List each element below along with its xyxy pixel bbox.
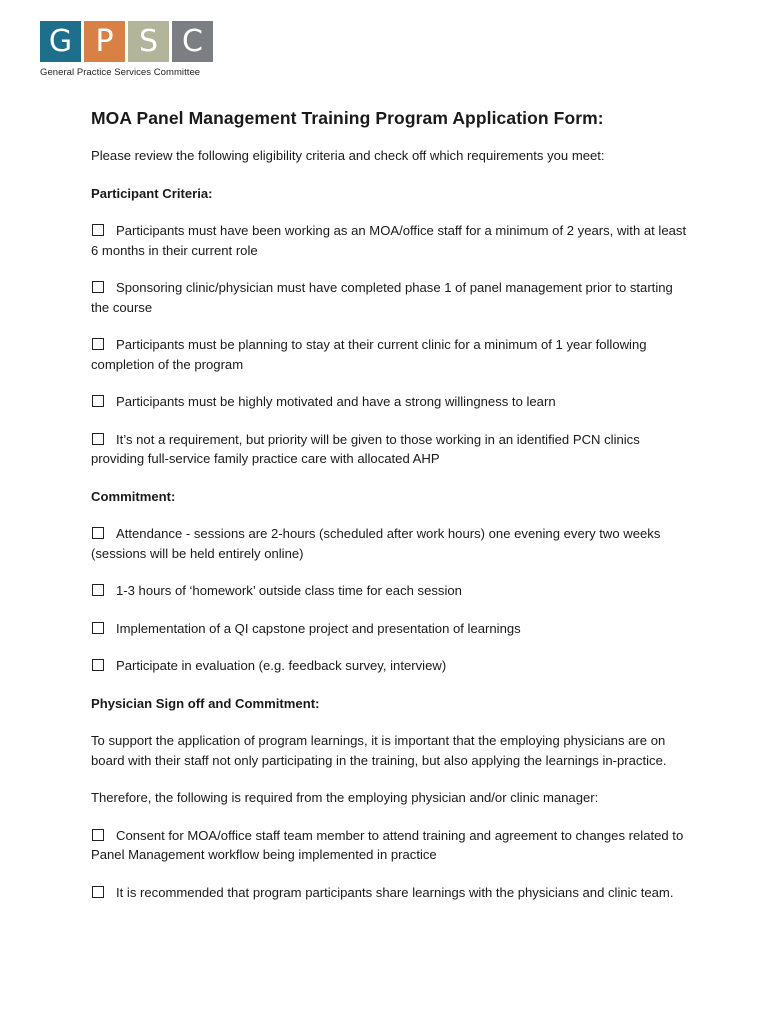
- checkbox[interactable]: [92, 622, 104, 634]
- checkbox[interactable]: [92, 829, 104, 841]
- logo-tile-s: S: [128, 21, 169, 62]
- checkbox[interactable]: [92, 224, 104, 236]
- physician-paragraph-2: Therefore, the following is required from the employing physician and/or clinic manager:: [91, 790, 599, 805]
- checkbox[interactable]: [92, 395, 104, 407]
- logo-tile-p: P: [84, 21, 125, 62]
- logo-tile-c: C: [172, 21, 213, 62]
- physician-paragraph: To support the application of program learnings, it is important that the employing physicians are on board with their staff not only participating in the training, but also applying the learnings in-practice.: [91, 733, 667, 768]
- criteria-text: Participants must have been working as an MOA/office staff for a minimum of 2 years, with at least 6 months in their current role: [91, 223, 687, 258]
- intro-text: Please review the following eligibility criteria and check off which requirements you meet:: [91, 148, 605, 163]
- logo-caption: General Practice Services Committee: [40, 67, 201, 78]
- criteria-text: Participants must be highly motivated and have a strong willingness to learn: [116, 394, 556, 409]
- commitment-item: [91, 619, 691, 639]
- physician-item: [91, 826, 691, 865]
- criteria-text: Sponsoring clinic/physician must have completed phase 1 of panel management prior to starting the course: [91, 280, 673, 315]
- commitment-heading: Commitment:: [91, 488, 176, 504]
- page-title: MOA Panel Management Training Program Application Form:: [91, 108, 604, 128]
- commitment-text: Implementation of a QI capstone project and presentation of learnings: [116, 620, 521, 636]
- commitment-item: [91, 581, 691, 601]
- form-content: [91, 108, 691, 920]
- criteria-item: [91, 392, 691, 412]
- checkbox[interactable]: [92, 584, 104, 596]
- logo-tiles: [40, 21, 215, 62]
- checkbox[interactable]: [92, 886, 104, 898]
- commitment-item: [91, 524, 691, 563]
- commitment-text: Attendance - sessions are 2-hours (scheduled after work hours) one evening every two weeks (sessions will be held entirely online): [91, 526, 661, 561]
- commitment-item: [91, 656, 691, 676]
- physician-item: [91, 883, 691, 903]
- participant-criteria-heading: Participant Criteria:: [91, 185, 213, 201]
- checkbox[interactable]: [92, 659, 104, 671]
- physician-text: It is recommended that program participants share learnings with the physicians and clinic team.: [116, 884, 674, 900]
- criteria-item: [91, 278, 691, 317]
- logo-tile-g: G: [40, 21, 81, 62]
- criteria-item: [91, 221, 691, 260]
- criteria-text: It’s not a requirement, but priority will be given to those working in an identified PCN clinics providing full-service family practice care with allocated AHP: [91, 431, 640, 466]
- criteria-item: [91, 430, 691, 469]
- physician-heading: Physician Sign off and Commitment:: [91, 695, 320, 711]
- checkbox[interactable]: [92, 281, 104, 293]
- criteria-text: Participants must be planning to stay at their current clinic for a minimum of 1 year following completion of the program: [91, 337, 647, 372]
- criteria-item: [91, 335, 691, 374]
- gpsc-logo: [40, 21, 215, 78]
- checkbox[interactable]: [92, 338, 104, 350]
- checkbox[interactable]: [92, 433, 104, 445]
- physician-text: Consent for MOA/office staff team member to attend training and agreement to changes related to Panel Management workflow being implemented in practice: [91, 827, 684, 862]
- checkbox[interactable]: [92, 527, 104, 539]
- commitment-text: Participate in evaluation (e.g. feedback survey, interview): [116, 658, 447, 673]
- commitment-text: 1-3 hours of ‘homework’ outside class time for each session: [116, 583, 462, 598]
